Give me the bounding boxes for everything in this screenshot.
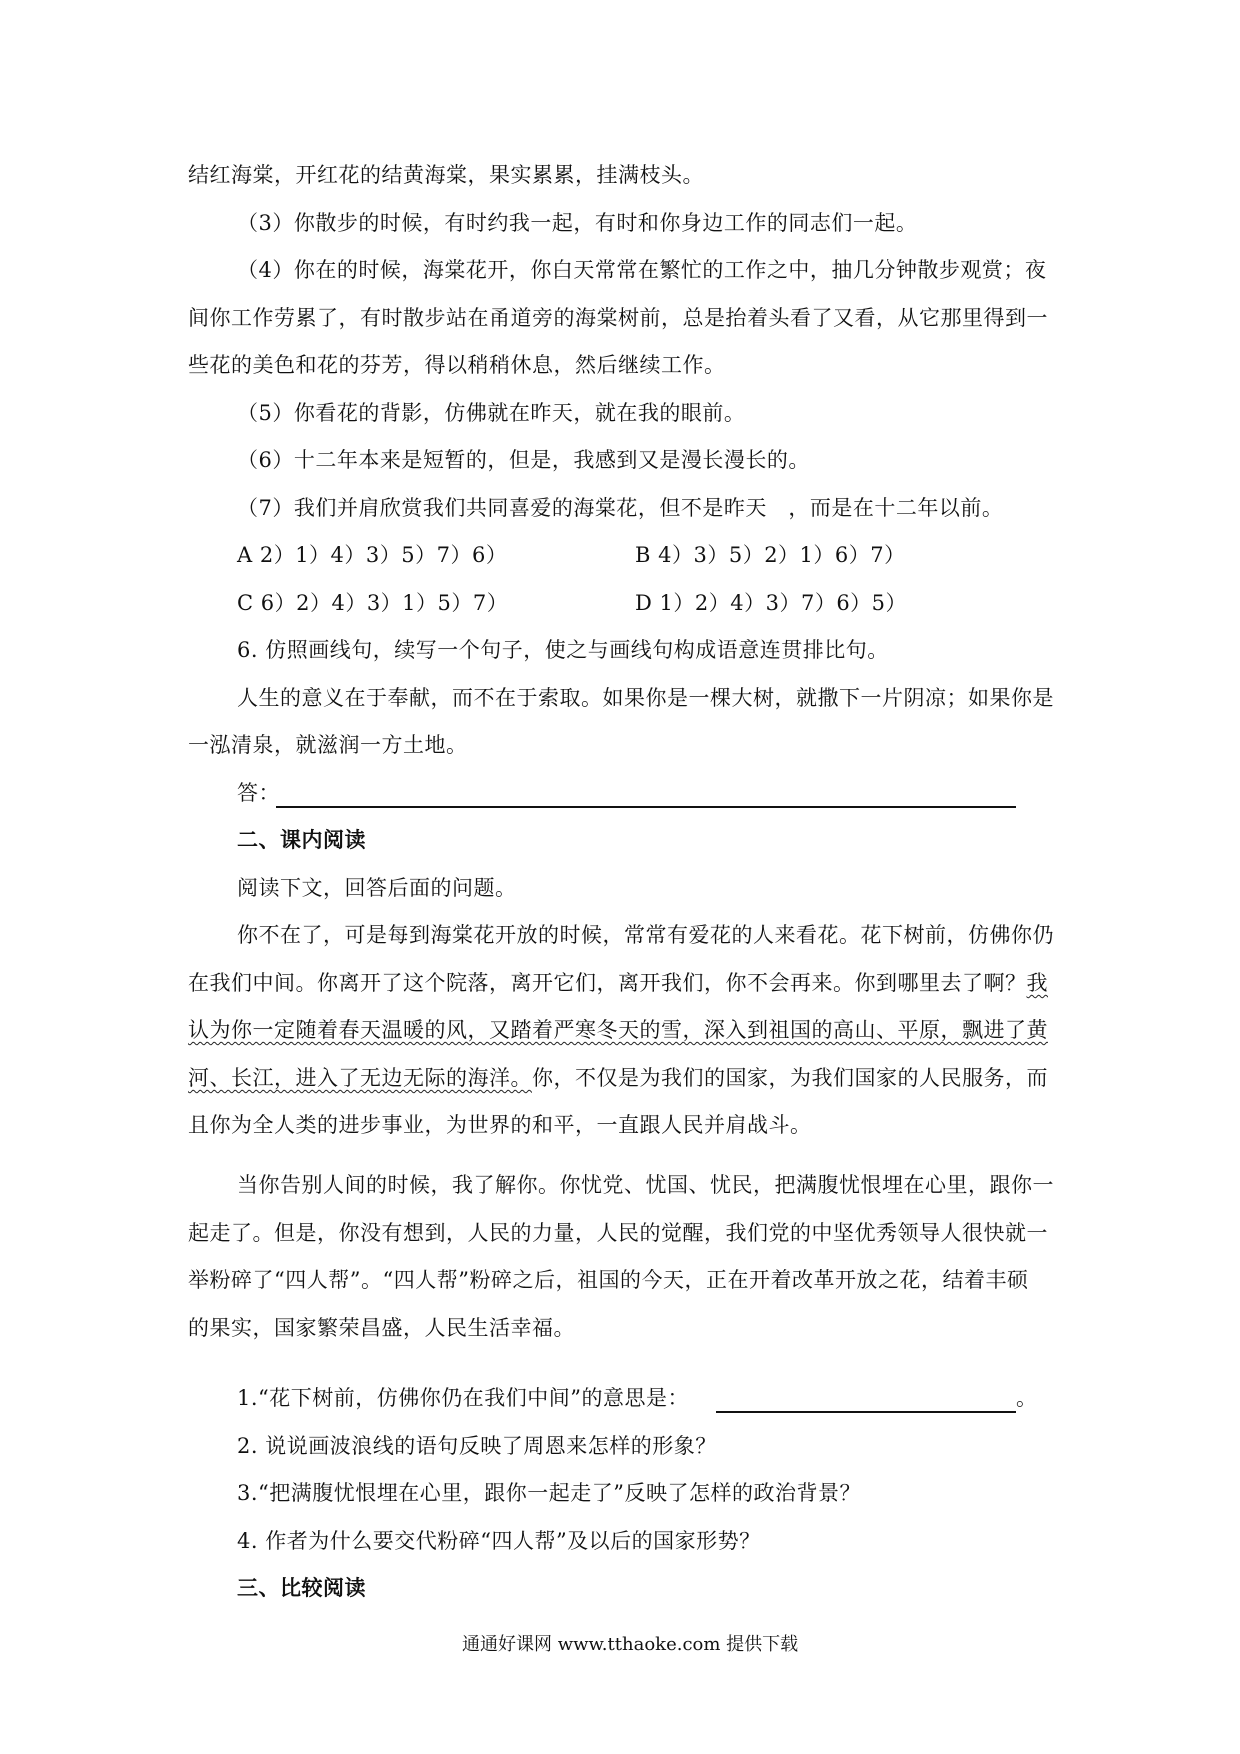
wavy-underlined-text: 我	[1026, 971, 1048, 995]
sentence-5: （5）你看花的背影，仿佛就在昨天，就在我的眼前。	[237, 401, 746, 425]
passage-line	[188, 1063, 1048, 1093]
option-d: D 1）2）4）3）7）6）5）	[635, 591, 908, 615]
passage-line: 起走了。但是，你没有想到，人民的力量，人民的觉醒，我们党的中坚优秀领导人很快就一	[188, 1221, 1048, 1245]
option-row	[237, 588, 907, 618]
text-line: 结红海棠，开红花的结黄海棠，果实累累，挂满枝头。	[188, 163, 704, 187]
question-4: 4. 作者为什么要交代粉碎“四人帮”及以后的国家形势？	[237, 1529, 761, 1553]
passage-text: 在我们中间。你离开了这个院落，离开它们，离开我们，你不会再来。你到哪里去了啊？	[188, 971, 1027, 995]
question-1-blank[interactable]	[716, 1411, 1016, 1413]
question-1: 1.“花下树前，仿佛你仍在我们中间”的意思是：	[237, 1386, 690, 1410]
sentence-4: （4）你在的时候，海棠花开，你白天常常在繁忙的工作之中，抽几分钟散步观赏；夜	[237, 258, 1047, 282]
question-1-end: 。	[1016, 1386, 1038, 1410]
question-2: 2. 说说画波浪线的语句反映了周恩来怎样的形象？	[237, 1434, 717, 1458]
sentence-6: （6）十二年本来是短暂的，但是，我感到又是漫长漫长的。	[237, 448, 810, 472]
option-a: A 2）1）4）3）5）7）6）	[237, 543, 508, 567]
passage-line	[188, 968, 1048, 998]
sentence-4-cont: 间你工作劳累了，有时散步站在甬道旁的海棠树前，总是抬着头看了又看，从它那里得到一	[188, 306, 1048, 330]
passage-line: 的果实，国家繁荣昌盛，人民生活幸福。	[188, 1316, 575, 1340]
option-b: B 4）3）5）2）1）6）7）	[635, 543, 906, 567]
question-6-prompt: 6. 仿照画线句，续写一个句子，使之与画线句构成语意连贯排比句。	[237, 638, 889, 662]
passage-line: 当你告别人间的时候，我了解你。你忧党、忧国、忧民，把满腹忧恨埋在心里，跟你一	[237, 1173, 1054, 1197]
passage-line: 你不在了，可是每到海棠花开放的时候，常常有爱花的人来看花。花下树前，仿佛你仍	[237, 923, 1054, 947]
passage-line: 举粉碎了“四人帮”。“四人帮”粉碎之后，祖国的今天，正在开着改革开放之花，结着丰硕	[188, 1268, 1029, 1292]
section-2-instruction: 阅读下文，回答后面的问题。	[237, 876, 517, 900]
passage-line	[188, 1015, 1048, 1045]
wavy-underlined-text: 河、长江，进入了无边无际的海洋。	[188, 1066, 532, 1090]
answer-label: 答：	[237, 781, 280, 805]
page-footer: 通通好课网 www.tthaoke.com 提供下载	[462, 1634, 799, 1655]
section-3-heading: 三、比较阅读	[237, 1575, 366, 1600]
question-3: 3.“把满腹忧恨埋在心里，跟你一起走了”反映了怎样的政治背景？	[237, 1481, 862, 1505]
passage-text: 你，不仅是为我们的国家，为我们国家的人民服务，而	[532, 1066, 1048, 1090]
wavy-underlined-text: 认为你一定随着春天温暖的风，又踏着严寒冬天的雪，深入到祖国的高山、平原，飘进了黄	[188, 1018, 1048, 1042]
sentence-3: （3）你散步的时候，有时约我一起，有时和你身边工作的同志们一起。	[237, 211, 918, 235]
option-c: C 6）2）4）3）1）5）7）	[237, 591, 509, 615]
passage-line: 且你为全人类的进步事业，为世界的和平，一直跟人民并肩战斗。	[188, 1113, 812, 1137]
question-6-text-cont: 一泓清泉，就滋润一方土地。	[188, 733, 468, 757]
sentence-7: （7）我们并肩欣赏我们共同喜爱的海棠花，但不是昨天 ，而是在十二年以前。	[237, 496, 1004, 520]
option-row	[237, 540, 906, 570]
sentence-4-cont: 些花的美色和花的芬芳，得以稍稍休息，然后继续工作。	[188, 353, 726, 377]
question-6-text: 人生的意义在于奉献，而不在于索取。如果你是一棵大树，就撒下一片阴凉；如果你是	[237, 686, 1054, 710]
answer-blank[interactable]	[276, 806, 1016, 808]
section-2-heading: 二、课内阅读	[237, 827, 366, 852]
